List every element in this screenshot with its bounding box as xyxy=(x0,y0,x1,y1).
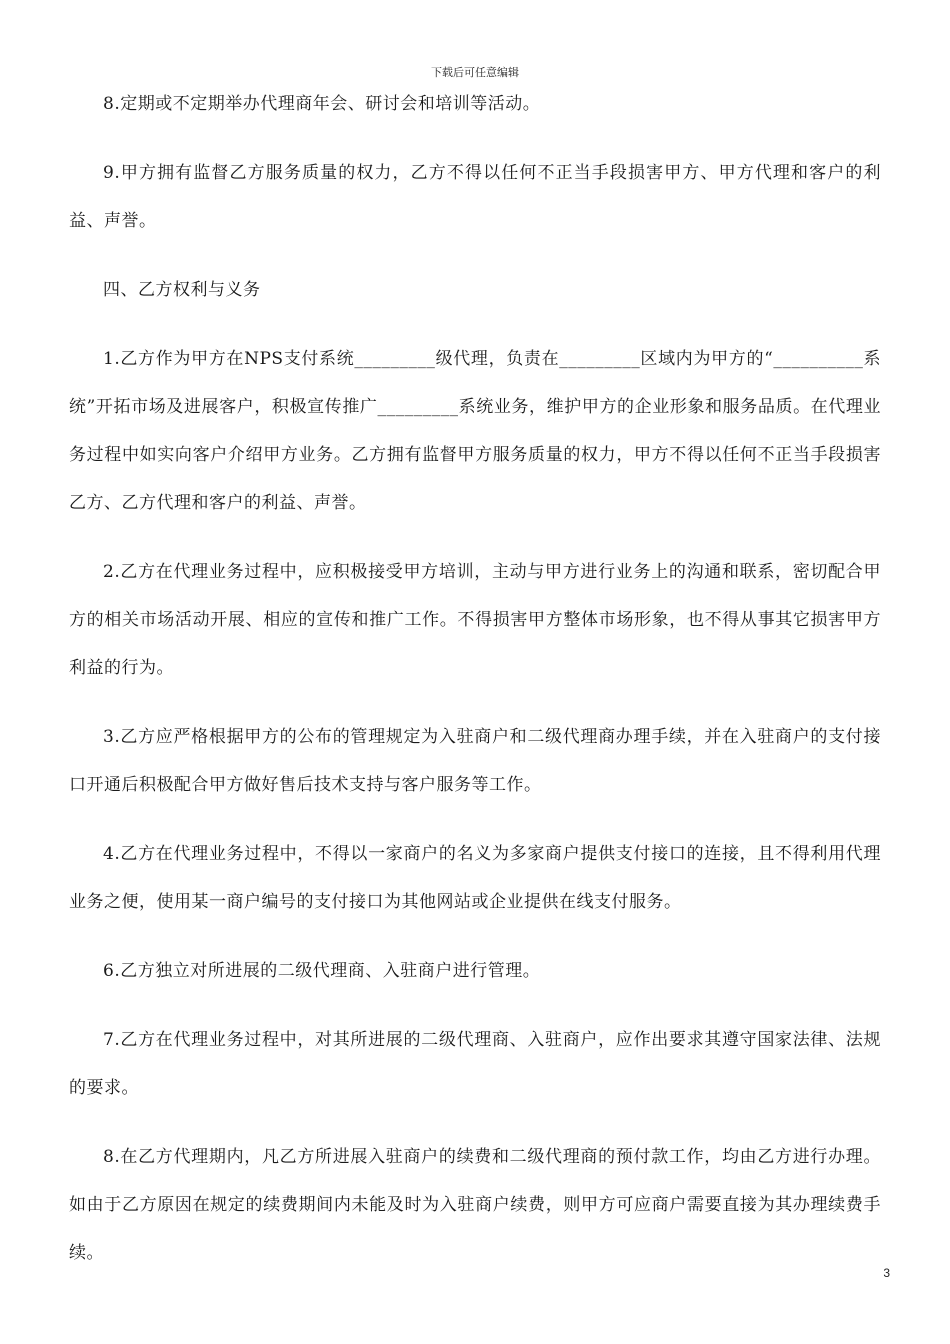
paragraph: 9.甲方拥有监督乙方服务质量的权力，乙方不得以任何不正当手段损害甲方、甲方代理和客户的利益、声誉。 xyxy=(69,163,881,231)
header-note: 下载后可任意编辑 xyxy=(431,66,519,79)
paragraph: 6.乙方独立对所进展的二级代理商、入驻商户进行管理。 xyxy=(103,961,541,981)
page-number: 3 xyxy=(883,1266,890,1280)
paragraph: 2.乙方在代理业务过程中，应积极接受甲方培训，主动与甲方进行业务上的沟通和联系，密切配合甲方的相关市场活动开展、相应的宣传和推广工作。不得损害甲方整体市场形象，也不得从事其它损害甲方利益的行为。 xyxy=(69,562,881,678)
paragraph: 4.乙方在代理业务过程中，不得以一家商户的名义为多家商户提供支付接口的连接，且不得利用代理业务之便，使用某一商户编号的支付接口为其他网站或企业提供在线支付服务。 xyxy=(69,844,881,912)
paragraph: 7.乙方在代理业务过程中，对其所进展的二级代理商、入驻商户，应作出要求其遵守国家法律、法规的要求。 xyxy=(69,1030,881,1098)
paragraph: 1.乙方作为甲方在NPS支付系统_________级代理，负责在_________区域内为甲方的“__________系统”开拓市场及进展客户，积极宣传推广_________系统业务，维护甲方的企业形象和服务品质。在代理业务过程中如实向客户介绍甲方业务。乙方拥有监督甲方服务质量的权力，甲方不得以任何不正当手段损害乙方、乙方代理和客户的利益、声誉。 xyxy=(69,349,881,513)
paragraph: 8.在乙方代理期内，凡乙方所进展入驻商户的续费和二级代理商的预付款工作，均由乙方进行办理。如由于乙方原因在规定的续费期间内未能及时为入驻商户续费，则甲方可应商户需要直接为其办理续费手续。 xyxy=(69,1147,881,1263)
section-heading: 四、乙方权利与义务 xyxy=(103,280,261,300)
paragraph: 8.定期或不定期举办代理商年会、研讨会和培训等活动。 xyxy=(103,94,541,114)
document-body xyxy=(69,80,881,1298)
paragraph: 3.乙方应严格根据甲方的公布的管理规定为入驻商户和二级代理商办理手续，并在入驻商户的支付接口开通后积极配合甲方做好售后技术支持与客户服务等工作。 xyxy=(69,727,881,795)
